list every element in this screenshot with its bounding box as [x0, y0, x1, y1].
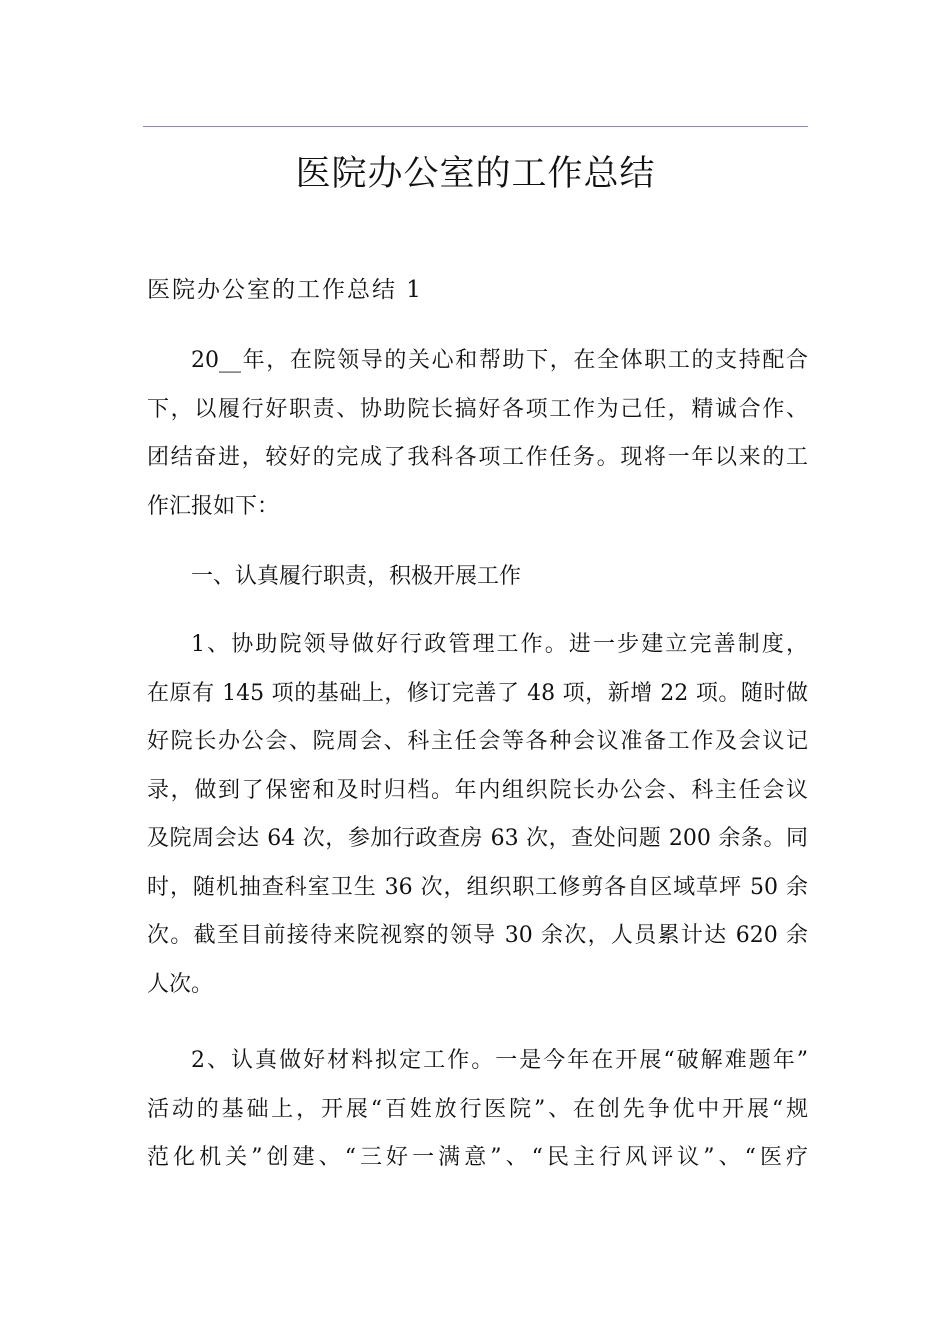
paragraph-admin-work [147, 621, 808, 1009]
paragraph-line: 一、认真履行职责，积极开展工作 [191, 564, 522, 589]
paragraph-line: 1、协助院领导做好行政管理工作。进一步建立完善制度， [191, 632, 808, 657]
paragraph-line: 次。截至目前接待来院视察的领导 30 余次，人员累计达 620 余 [147, 923, 808, 948]
document-title: 医院办公室的工作总结 [295, 154, 656, 194]
paragraph-line: 录，做到了保密和及时归档。年内组织院长办公会、科主任会议 [147, 777, 808, 803]
subheading-section-one [147, 553, 808, 602]
paragraph-line: 团结奋进，较好的完成了我科各项工作任务。现将一年以来的工 [147, 445, 808, 470]
paragraph-materials-work [147, 1037, 808, 1183]
paragraph-line: 好院长办公会、院周会、科主任会等各种会议准备工作及会议记 [147, 729, 808, 754]
paragraph-line: 活动的基础上，开展“百姓放行医院”、在创先争优中开展“规 [147, 1096, 808, 1122]
paragraph-line: 作汇报如下： [147, 493, 280, 519]
paragraph-line: 范化机关”创建、“三好一满意”、“民主行风评议”、“医疗 [147, 1145, 808, 1170]
header-rule [143, 126, 808, 127]
paragraph-intro [147, 337, 808, 531]
paragraph-line: 下，以履行好职责、协助院长搞好各项工作为己任，精诚合作、 [147, 396, 808, 422]
paragraph-line: 人次。 [147, 971, 214, 997]
section-heading: 医院办公室的工作总结 1 [147, 277, 423, 303]
paragraph-line: 及院周会达 64 次，参加行政查房 63 次，查处问题 200 余条。同 [147, 826, 808, 851]
paragraph-line: 2、认真做好材料拟定工作。一是今年在开展“破解难题年” [191, 1048, 808, 1073]
paragraph-line: 时，随机抽查科室卫生 36 次，组织职工修剪各自区域草坪 50 余 [147, 874, 808, 900]
paragraph-line: 20__年，在院领导的关心和帮助下，在全体职工的支持配合 [191, 348, 808, 373]
paragraph-line: 在原有 145 项的基础上，修订完善了 48 项，新增 22 项。随时做 [147, 680, 808, 706]
